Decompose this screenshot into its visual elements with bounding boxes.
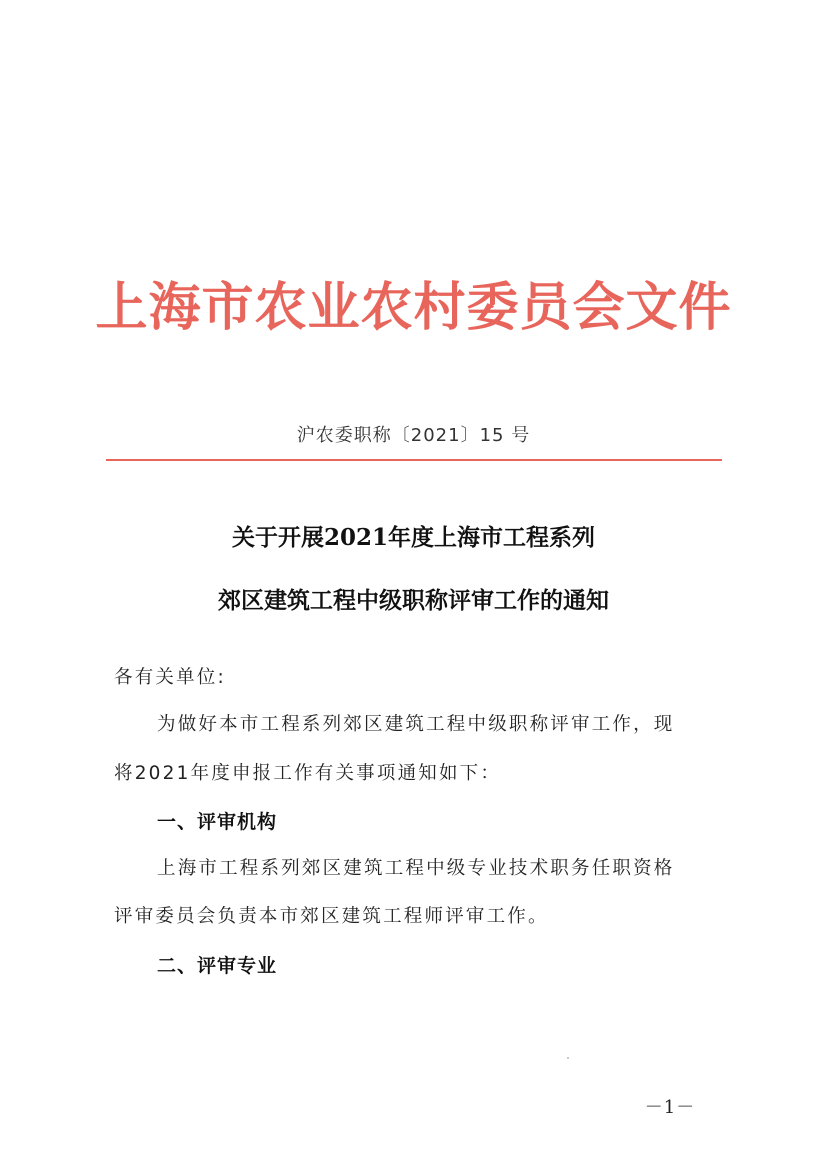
notice-title-line-2: 郊区建筑工程中级职称评审工作的通知: [218, 587, 609, 614]
issuing-authority-title: 上海市农业农村委员会文件: [95, 277, 732, 338]
notice-title-line-1: 关于开展2021年度上海市工程系列: [231, 524, 595, 551]
scan-speck: [567, 1057, 569, 1059]
section-heading-2: 二、评审专业: [157, 955, 278, 977]
red-divider-line: [106, 459, 722, 461]
intro-line-2: 将2021年度申报工作有关事项通知如下：: [114, 763, 502, 784]
section-1-line-1: 上海市工程系列郊区建筑工程中级专业技术职务任职资格: [157, 858, 675, 879]
document-number: 沪农委职称〔2021〕15 号: [296, 425, 531, 446]
salutation: 各有关单位:: [114, 667, 226, 688]
section-heading-1: 一、评审机构: [157, 811, 278, 833]
section-1-line-2: 评审委员会负责本市郊区建筑工程师评审工作。: [114, 906, 549, 927]
page-number: －1－: [644, 1097, 696, 1118]
intro-line-1: 为做好本市工程系列郊区建筑工程中级职称评审工作，现: [157, 714, 675, 735]
